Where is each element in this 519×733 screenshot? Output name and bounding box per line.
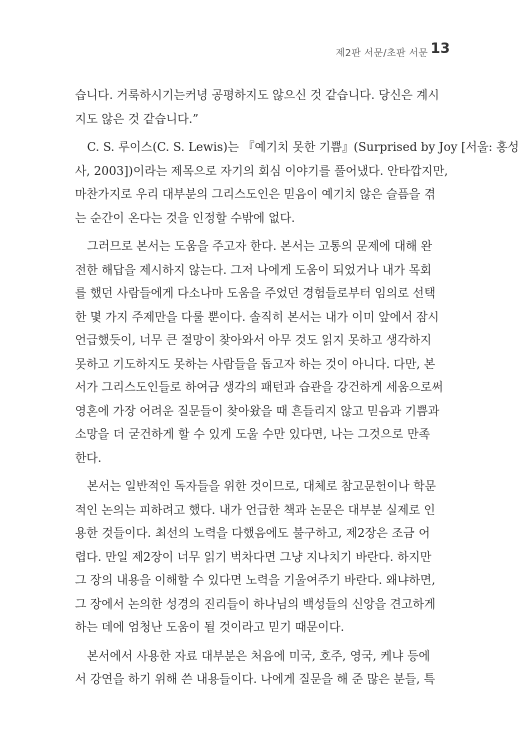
paragraph-5 [75, 645, 436, 692]
paragraph-3 [75, 235, 444, 470]
paragraph-2 [75, 136, 519, 230]
paragraph-4 [75, 475, 437, 640]
text-line: 서 강연을 하기 위해 쓴 내용들이다. 나에게 질문을 해 준 많은 분들, 특 [75, 672, 436, 686]
text-line: 못하고 기도하지도 못하는 사람들을 돕고자 하는 것이 아니다. 다만, 본 [75, 356, 436, 371]
text-line: 용한 것들이다. 최선의 노력을 다했음에도 불구하고, 제2장은 조금 어 [75, 526, 430, 540]
text-line: 그 장에서 논의한 성경의 진리들이 하나님의 백성들의 신앙을 견고하게 [75, 596, 436, 611]
text-line: 지도 않은 것 같습니다.” [75, 111, 199, 126]
paragraph-1 [75, 84, 440, 131]
text-line: 그 장의 내용을 이해할 수 있다면 노력을 기울여주기 바란다. 왜냐하면, [75, 573, 436, 587]
text-line: 는 순간이 온다는 것을 인정할 수밖에 없다. [75, 210, 295, 225]
text-line: 그러므로 본서는 도움을 주고자 한다. 본서는 고통의 문제에 대해 완 [87, 239, 433, 253]
text-line: 한 몇 가지 주제만을 다룰 뿐이다. 솔직히 본서는 내가 이미 앞에서 잠시 [75, 309, 440, 324]
text-line: 서가 그리스도인들로 하여금 생각의 패턴과 습관을 강건하게 세움으로써 [75, 380, 444, 394]
text-line: 본서에서 사용한 자료 대부분은 처음에 미국, 호주, 영국, 케냐 등에 [87, 648, 430, 663]
text-line: 렵다. 만일 제2장이 너무 읽기 벅차다면 그냥 지나치기 바란다. 하지만 [75, 549, 432, 564]
page-number: 13 [430, 41, 450, 57]
body-text [75, 84, 519, 692]
text-line: 영혼에 가장 어려운 질문들이 찾아왔을 때 흔들리지 않고 믿음과 기쁨과 [75, 403, 440, 418]
text-line: 하는 데에 엄청난 도움이 될 것이라고 믿기 때문이다. [75, 620, 345, 634]
text-line: 소망을 더 굳건하게 할 수 있게 도울 수만 있다면, 나는 그것으로 만족 [75, 427, 430, 441]
text-line: 를 했던 사람들에게 다소나마 도움을 주었던 경험들로부터 임의로 선택 [75, 286, 436, 300]
text-line: 한다. [75, 450, 102, 465]
running-head: 제2판 서문/초판 서문 [335, 48, 428, 59]
text-line: 언급했듯이, 너무 큰 절망이 찾아와서 아무 것도 읽지 못하고 생각하지 [75, 333, 432, 347]
text-line: 적인 논의는 피하려고 했다. 내가 언급한 책과 논문은 대부분 실제로 인 [75, 502, 436, 517]
text-line: 마찬가지로 우리 대부분의 그리스도인은 믿음이 예기치 않은 슬픔을 겪 [75, 187, 436, 201]
text-line: 사, 2003])이라는 제목으로 자기의 회심 이야기를 풀어냈다. 안타깝지만, [75, 163, 449, 178]
text-line: 전한 해답을 제시하지 않는다. 그저 나에게 도움이 되었거나 내가 목회 [75, 262, 432, 277]
text-line: C. S. 루이스(C. S. Lewis)는 『예기치 못한 기쁨』(Surprised by Joy [서울: 홍성 [87, 140, 519, 154]
text-line: 습니다. 거룩하시기는커녕 공평하지도 않으신 것 같습니다. 당신은 계시 [75, 88, 440, 102]
text-line: 본서는 일반적인 독자들을 위한 것이므로, 대체로 참고문헌이나 학문 [87, 479, 437, 493]
